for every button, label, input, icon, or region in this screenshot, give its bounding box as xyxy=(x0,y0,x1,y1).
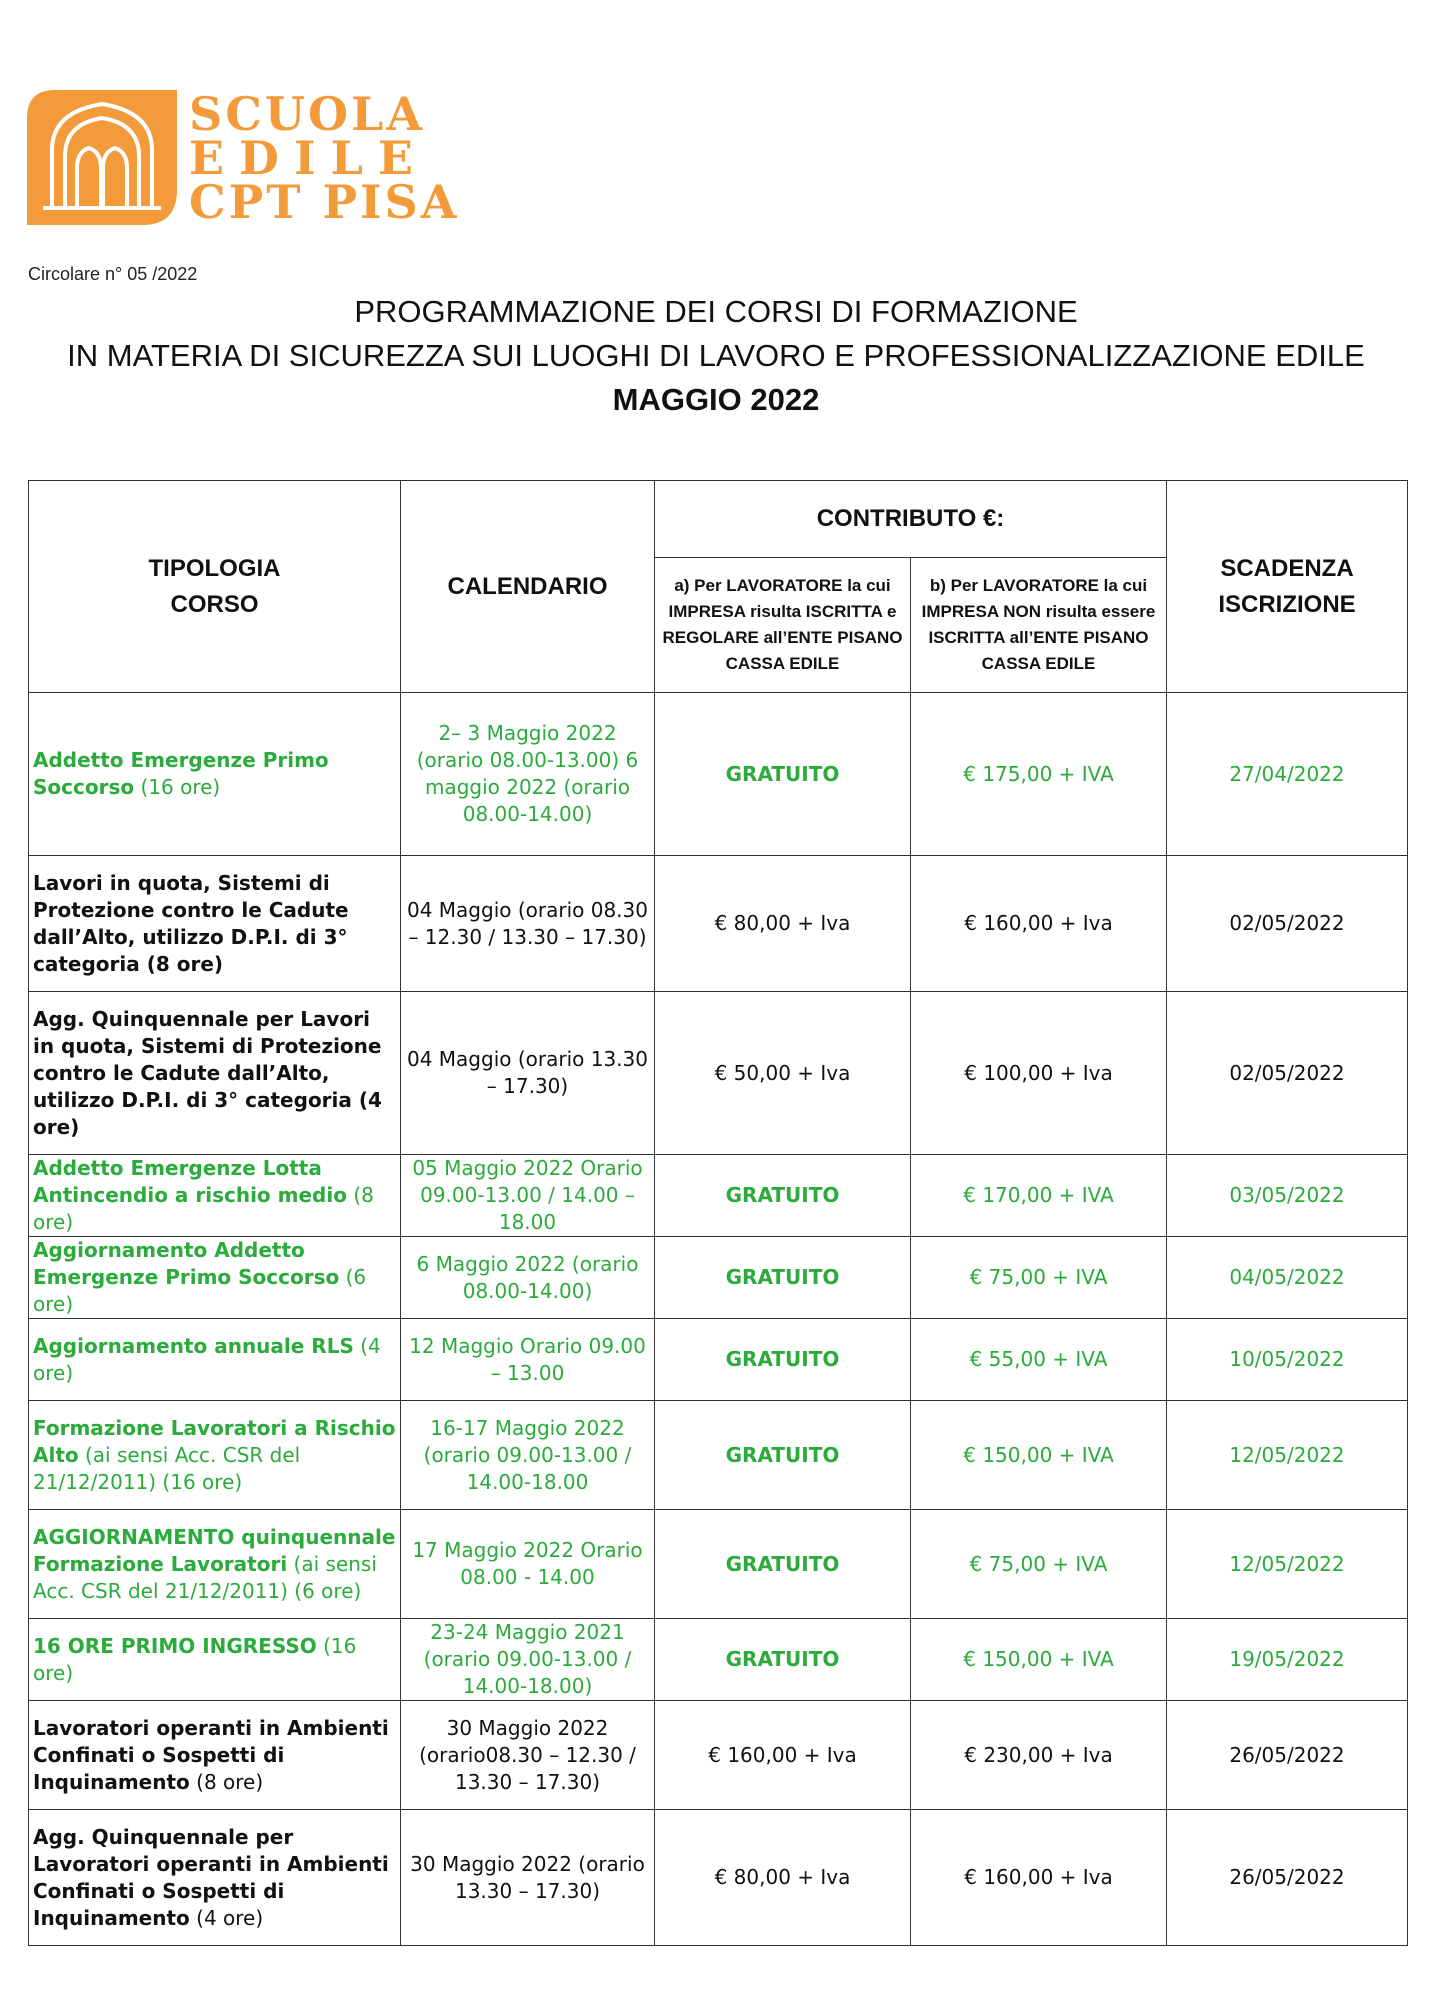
registration-deadline: 12/05/2022 xyxy=(1167,1510,1408,1619)
table-row xyxy=(29,1319,1408,1401)
course-extra: (ai sensi Acc. CSR del 21/12/2011) (6 ore) xyxy=(33,1551,377,1603)
course-extra: (8 ore) xyxy=(33,1183,374,1234)
price-not-registered: € 150,00 + IVA xyxy=(911,1401,1167,1510)
course-title: Agg. Quinquennale per Lavoratori operanti in Ambienti Confinati o Sospetti di Inquinamento xyxy=(33,1824,389,1930)
price-registered: GRATUITO xyxy=(655,1237,911,1319)
table-row xyxy=(29,693,1408,856)
registration-deadline: 10/05/2022 xyxy=(1167,1319,1408,1401)
table-row xyxy=(29,1701,1408,1810)
price-not-registered: € 170,00 + IVA xyxy=(911,1155,1167,1237)
registration-deadline: 19/05/2022 xyxy=(1167,1619,1408,1701)
course-title-cell xyxy=(29,1701,401,1810)
course-extra: (ai sensi Acc. CSR del 21/12/2011) (16 ore) xyxy=(33,1442,301,1494)
header-calendar: CALENDARIO xyxy=(401,481,655,693)
course-title-cell xyxy=(29,856,401,992)
header-course-type: TIPOLOGIA CORSO xyxy=(29,481,401,693)
course-title-cell xyxy=(29,1810,401,1946)
course-title-cell xyxy=(29,1510,401,1619)
registration-deadline: 02/05/2022 xyxy=(1167,992,1408,1155)
heading-month: MAGGIO 2022 xyxy=(612,382,820,417)
table-row xyxy=(29,1237,1408,1319)
course-title: 16 ORE PRIMO INGRESSO xyxy=(33,1633,317,1658)
course-title: Aggiornamento Addetto Emergenze Primo Soccorso xyxy=(33,1238,340,1289)
price-registered: € 160,00 + Iva xyxy=(655,1701,911,1810)
course-extra: (16 ore) xyxy=(33,1633,357,1685)
price-registered: € 80,00 + Iva xyxy=(655,856,911,992)
course-title: Addetto Emergenze Lotta Antincendio a rischio medio xyxy=(33,1156,347,1207)
registration-deadline: 27/04/2022 xyxy=(1167,693,1408,856)
course-title: Agg. Quinquennale per Lavori in quota, Sistemi di Protezione contro le Cadute dall’Alto, utilizzo D.P.I. di 3° categoria (4 ore) xyxy=(33,1006,382,1139)
logo-wordmark xyxy=(189,86,460,229)
price-not-registered: € 230,00 + Iva xyxy=(911,1701,1167,1810)
table-row xyxy=(29,1810,1408,1946)
course-title-cell xyxy=(29,1619,401,1701)
course-calendar: 16-17 Maggio 2022 (orario 09.00-13.00 / 14.00-18.00 xyxy=(401,1401,655,1510)
price-not-registered: € 75,00 + IVA xyxy=(911,1237,1167,1319)
logo-line-1: SCUOLA xyxy=(189,86,426,141)
price-not-registered: € 75,00 + IVA xyxy=(911,1510,1167,1619)
logo-line-3: CPT PISA xyxy=(189,174,460,229)
circular-number: Circolare n° 05 /2022 xyxy=(28,264,198,284)
course-extra: (4 ore) xyxy=(33,1333,381,1385)
course-calendar: 04 Maggio (orario 08.30 – 12.30 / 13.30 – 17.30) xyxy=(401,856,655,992)
school-logo xyxy=(27,86,460,229)
course-calendar: 6 Maggio 2022 (orario 08.00-14.00) xyxy=(401,1237,655,1319)
course-calendar: 30 Maggio 2022 (orario 13.30 – 17.30) xyxy=(401,1810,655,1946)
document-heading xyxy=(0,290,1432,422)
price-registered: GRATUITO xyxy=(655,1619,911,1701)
registration-deadline: 26/05/2022 xyxy=(1167,1701,1408,1810)
table-row xyxy=(29,856,1408,992)
course-title-cell xyxy=(29,1237,401,1319)
course-title-cell xyxy=(29,992,401,1155)
table-row xyxy=(29,1155,1408,1237)
course-title-cell xyxy=(29,1401,401,1510)
price-not-registered: € 175,00 + IVA xyxy=(911,693,1167,856)
course-title: Aggiornamento annuale RLS xyxy=(33,1333,354,1358)
price-registered: GRATUITO xyxy=(655,1155,911,1237)
table-row xyxy=(29,1619,1408,1701)
course-title: Lavoratori operanti in Ambienti Confinati o Sospetti di Inquinamento xyxy=(33,1715,389,1794)
courses-table xyxy=(28,480,1408,1946)
course-calendar: 04 Maggio (orario 13.30 – 17.30) xyxy=(401,992,655,1155)
heading-line-2: IN MATERIA DI SICUREZZA SUI LUOGHI DI LAVORO E PROFESSIONALIZZAZIONE EDILE xyxy=(67,338,1365,373)
course-calendar: 2– 3 Maggio 2022 (orario 08.00-13.00) 6 maggio 2022 (orario 08.00-14.00) xyxy=(401,693,655,856)
course-extra: (6 ore) xyxy=(33,1265,367,1316)
registration-deadline: 03/05/2022 xyxy=(1167,1155,1408,1237)
course-title: Formazione Lavoratori a Rischio Alto xyxy=(33,1415,396,1467)
price-registered: GRATUITO xyxy=(655,693,911,856)
header-deadline: SCADENZA ISCRIZIONE xyxy=(1167,481,1408,693)
course-title-cell xyxy=(29,1319,401,1401)
price-registered: € 80,00 + Iva xyxy=(655,1810,911,1946)
course-title: Addetto Emergenze Primo Soccorso xyxy=(33,748,329,799)
header-price-registered: a) Per LAVORATORE la cui IMPRESA risulta ISCRITTA e REGOLARE all’ENTE PISANO CASSA EDILE xyxy=(655,558,911,693)
course-calendar: 17 Maggio 2022 Orario 08.00 - 14.00 xyxy=(401,1510,655,1619)
course-calendar: 05 Maggio 2022 Orario 09.00-13.00 / 14.00 – 18.00 xyxy=(401,1155,655,1237)
price-registered: GRATUITO xyxy=(655,1510,911,1619)
course-calendar: 23-24 Maggio 2021 (orario 09.00-13.00 / 14.00-18.00) xyxy=(401,1619,655,1701)
header-price-not-registered: b) Per LAVORATORE la cui IMPRESA NON risulta essere ISCRITTA all’ENTE PISANO CASSA EDILE xyxy=(911,558,1167,693)
price-registered: GRATUITO xyxy=(655,1401,911,1510)
course-calendar: 12 Maggio Orario 09.00 – 13.00 xyxy=(401,1319,655,1401)
course-title-cell xyxy=(29,693,401,856)
heading-line-1: PROGRAMMAZIONE DEI CORSI DI FORMAZIONE xyxy=(354,294,1078,329)
arch-logo-icon xyxy=(27,90,177,225)
price-not-registered: € 160,00 + Iva xyxy=(911,1810,1167,1946)
price-not-registered: € 100,00 + Iva xyxy=(911,992,1167,1155)
course-title: AGGIORNAMENTO quinquennale Formazione Lavoratori xyxy=(33,1524,396,1576)
registration-deadline: 12/05/2022 xyxy=(1167,1401,1408,1510)
course-calendar: 30 Maggio 2022 (orario08.30 – 12.30 / 13.30 – 17.30) xyxy=(401,1701,655,1810)
course-extra: (4 ore) xyxy=(189,1905,264,1930)
table-row xyxy=(29,992,1408,1155)
header-contribution: CONTRIBUTO €: xyxy=(655,481,1167,558)
logo-line-2: EDILE xyxy=(189,130,428,185)
price-not-registered: € 160,00 + Iva xyxy=(911,856,1167,992)
course-extra: (8 ore) xyxy=(189,1769,264,1794)
registration-deadline: 04/05/2022 xyxy=(1167,1237,1408,1319)
table-row xyxy=(29,1510,1408,1619)
table-row xyxy=(29,1401,1408,1510)
registration-deadline: 02/05/2022 xyxy=(1167,856,1408,992)
price-registered: € 50,00 + Iva xyxy=(655,992,911,1155)
registration-deadline: 26/05/2022 xyxy=(1167,1810,1408,1946)
price-registered: GRATUITO xyxy=(655,1319,911,1401)
price-not-registered: € 150,00 + IVA xyxy=(911,1619,1167,1701)
course-extra: (16 ore) xyxy=(134,775,221,799)
course-title: Lavori in quota, Sistemi di Protezione contro le Cadute dall’Alto, utilizzo D.P.I. di 3° categoria (8 ore) xyxy=(33,870,349,976)
price-not-registered: € 55,00 + IVA xyxy=(911,1319,1167,1401)
course-title-cell xyxy=(29,1155,401,1237)
